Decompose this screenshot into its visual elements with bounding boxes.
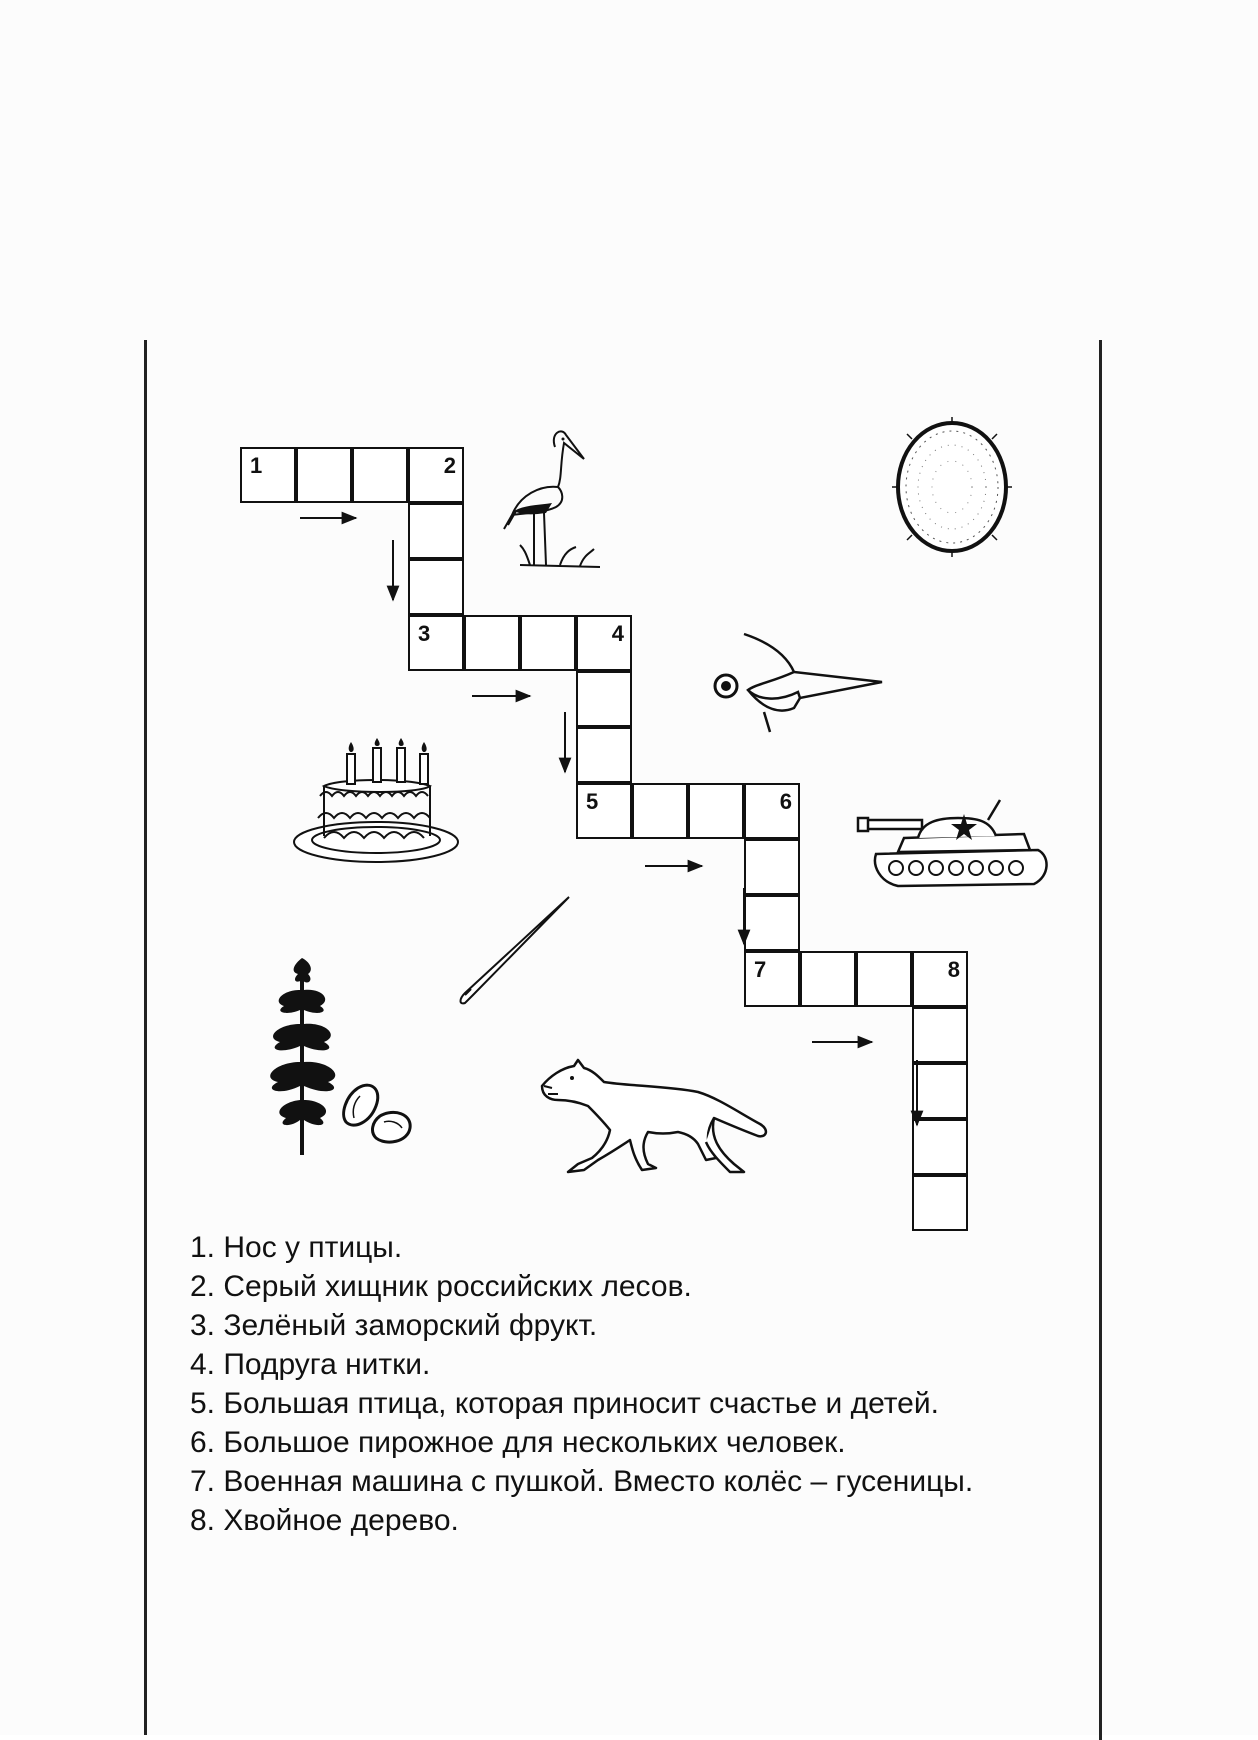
clue-item: 4. Подруга нитки. (190, 1348, 431, 1381)
clue-item: 5. Большая птица, которая приносит счастье и детей. (190, 1387, 939, 1420)
clue-number: 3 (418, 621, 431, 646)
clue-item: 8. Хвойное дерево. (190, 1504, 459, 1537)
kiwi-icon (890, 415, 1015, 560)
clue-number: 7 (754, 957, 767, 982)
walnut-icon (338, 1080, 418, 1150)
clue-item: 6. Большое пирожное для нескольких человек. (190, 1426, 846, 1459)
clue-item: 7. Военная машина с пушкой. Вместо колёс – гусеницы. (190, 1465, 974, 1498)
clue-item: 1. Нос у птицы. (190, 1231, 403, 1264)
needle-icon (455, 895, 575, 1010)
bird-beak-icon (708, 628, 888, 738)
clue-number: 1 (250, 453, 263, 478)
clue-number: 5 (586, 789, 599, 814)
clue-number: 8 (947, 957, 960, 982)
clue-list (190, 1228, 973, 1540)
stork-icon (500, 425, 615, 580)
clue-item: 2. Серый хищник российских лесов. (190, 1270, 692, 1303)
tank-icon (858, 798, 1058, 893)
clue-item: 3. Зелёный заморский фрукт. (190, 1309, 598, 1342)
birthday-cake-icon (290, 738, 465, 868)
clue-number: 4 (611, 621, 624, 646)
wolf-icon (538, 1060, 773, 1180)
clue-number: 6 (779, 789, 792, 814)
clue-number: 2 (443, 453, 456, 478)
